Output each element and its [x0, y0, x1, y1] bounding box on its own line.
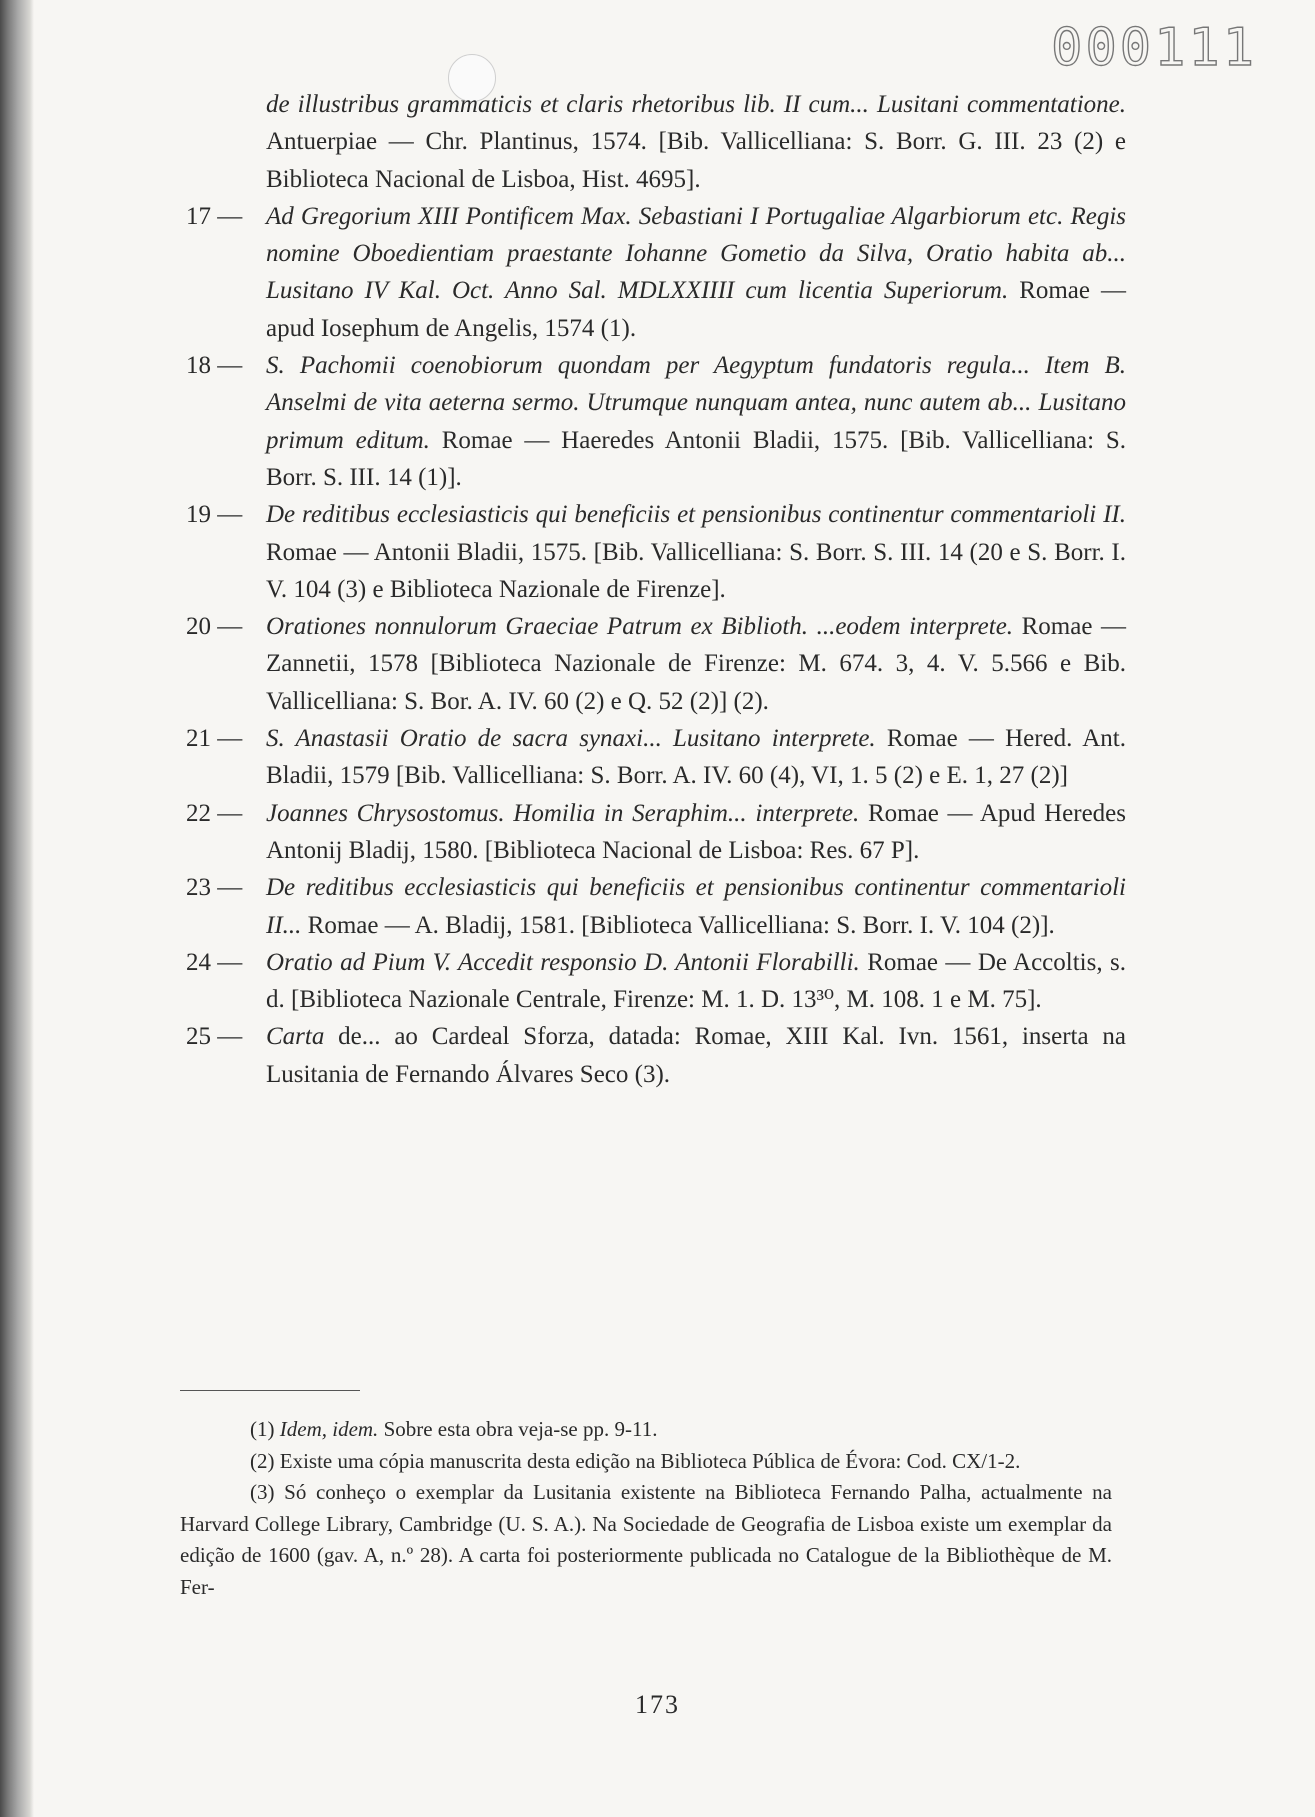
entry-number: 23 — — [186, 874, 243, 902]
bibliography-list — [186, 86, 1126, 1093]
footnote-text: Sobre esta obra veja-se pp. 9-11. — [378, 1417, 658, 1441]
entry-number: 24 — — [186, 948, 243, 976]
scan-edge-shadow — [0, 0, 34, 1817]
footnote-italic: Idem, idem. — [279, 1417, 379, 1441]
entry-title: Joannes Chrysostomus. Homilia in Seraphim... interprete. — [266, 799, 860, 827]
entry-22 — [186, 795, 1126, 870]
entry-details: Romae — De Accoltis, s. d. [Biblioteca Nazionale Centrale, Firenze: M. 1. D. 13³⁰, M. 108. 1 e M. 75]. — [266, 948, 1126, 1014]
footnote-3 — [180, 1477, 1112, 1603]
footnote-text: Existe uma cópia manuscrita desta edição na Biblioteca Pública de Évora: Cod. CX/1-2. — [274, 1448, 1021, 1473]
footnote-label: (2) — [250, 1448, 275, 1473]
entry-details: Romae — Hered. Ant. Bladii, 1579 [Bib. Vallicelliana: S. Borr. A. IV. 60 (4), VI, 1. 5 (2) e E. 1, 27 (2)] — [266, 725, 1126, 790]
entry-title: S. Anastasii Oratio de sacra synaxi... Lusitano interprete. — [266, 725, 876, 753]
entry-23 — [186, 869, 1126, 944]
entry-25 — [186, 1018, 1126, 1093]
entry-title: de illustribus grammaticis et claris rhetoribus lib. II cum... Lusitani commentatione. — [266, 91, 1126, 118]
entry-details: Romae — Zannetii, 1578 [Biblioteca Nazionale de Firenze: M. 674. 3, 4. V. 5.566 e Bib. Vallicelliana: S. Bor. A. IV. 60 (2) e Q. 52 (2)] (2). — [266, 613, 1126, 715]
footnote-2 — [180, 1446, 1112, 1478]
entry-details: Romae — apud Iosephum de Angelis, 1574 (1). — [266, 277, 1126, 342]
entry-number: 22 — — [186, 799, 243, 827]
entry-details: Romae — Apud Heredes Antonij Bladij, 1580. [Biblioteca Nacional de Lisboa: Res. 67 P]. — [266, 799, 1126, 864]
entry-details: de... ao Cardeal Sforza, datada: Romae, XIII Kal. Ivn. 1561, inserta na Lusitania de Fernando Álvares Seco (3). — [266, 1023, 1126, 1088]
entry-24 — [186, 944, 1126, 1019]
entry-continuation — [186, 86, 1126, 198]
footnote-1 — [180, 1414, 1112, 1446]
footnote-label: (3) — [250, 1480, 275, 1504]
entry-details: Antuerpiae — Chr. Plantinus, 1574. [Bib. Vallicelliana: S. Borr. G. III. 23 (2) e Biblioteca Nacional de Lisboa, Hist. 4695]. — [266, 128, 1126, 193]
entry-number: 25 — — [186, 1023, 243, 1051]
entry-18 — [186, 347, 1126, 496]
entry-title: Oratio ad Pium V. Accedit responsio D. Antonii Florabilli. — [266, 948, 860, 976]
footnote-divider — [180, 1390, 360, 1391]
page-number: 173 — [635, 1690, 680, 1719]
entry-number: 20 — — [186, 613, 243, 641]
entry-number: 18 — — [186, 352, 243, 380]
entry-number: 19 — — [186, 501, 243, 529]
entry-title: De reditibus ecclesiasticis qui beneficiis et pensionibus continentur commentarioli II. — [266, 501, 1126, 529]
entry-details: Romae — Haeredes Antonii Bladii, 1575. [Bib. Vallicelliana: S. Borr. S. III. 14 (1)]. — [266, 426, 1126, 491]
entry-number: 17 — — [186, 202, 243, 230]
entry-21 — [186, 720, 1126, 795]
entry-title: De reditibus ecclesiasticis qui beneficiis et pensionibus continentur commentarioli II... — [266, 874, 1126, 939]
entry-title: Orationes nonnulorum Graeciae Patrum ex Biblioth. ...eodem interprete. — [266, 613, 1014, 641]
footnotes — [180, 1414, 1112, 1603]
entry-title: Carta — [266, 1023, 325, 1051]
entry-20 — [186, 608, 1126, 720]
footnote-text: Só conheço o exemplar da Lusitania existente na Biblioteca Fernando Palha, actualmente na Harvard College Library, Cambridge (U. S. A.). Na Sociedade de Geografia de Lisboa existe um exemplar da edição de 1600 (gav. A, n.º 28). A carta foi posteriormente publicada no Catalogue de la Bibliothèque de M. Fer- — [180, 1480, 1112, 1599]
entry-details: Romae — Antonii Bladii, 1575. [Bib. Vallicelliana: S. Borr. S. III. 14 (20 e S. Borr. I. V. 104 (3) e Biblioteca Nazionale de Firenze]. — [266, 538, 1126, 603]
entry-title: Ad Gregorium XIII Pontificem Max. Sebastiani I Portugaliae Algarbiorum etc. Regis nomine Oboedientiam praestante Iohanne Gometio da Silva, Oratio habita ab... Lusitano IV Kal. Oct. Anno Sal. MDLXXIIII cum licentia Superiorum. — [266, 202, 1126, 305]
archive-stamp-number: 000111 — [1051, 18, 1257, 78]
entry-details: Romae — A. Bladij, 1581. [Biblioteca Vallicelliana: S. Borr. I. V. 104 (2)]. — [301, 911, 1055, 939]
entry-19 — [186, 496, 1126, 608]
footnote-label: (1) — [250, 1417, 275, 1441]
entry-number: 21 — — [186, 725, 243, 753]
entry-title: S. Pachomii coenobiorum quondam per Aegyptum fundatoris regula... Item B. Anselmi de vita aeterna sermo. Utrumque nunquam antea, nunc autem ab... Lusitano primum editum. — [266, 352, 1126, 454]
entry-17 — [186, 198, 1126, 347]
